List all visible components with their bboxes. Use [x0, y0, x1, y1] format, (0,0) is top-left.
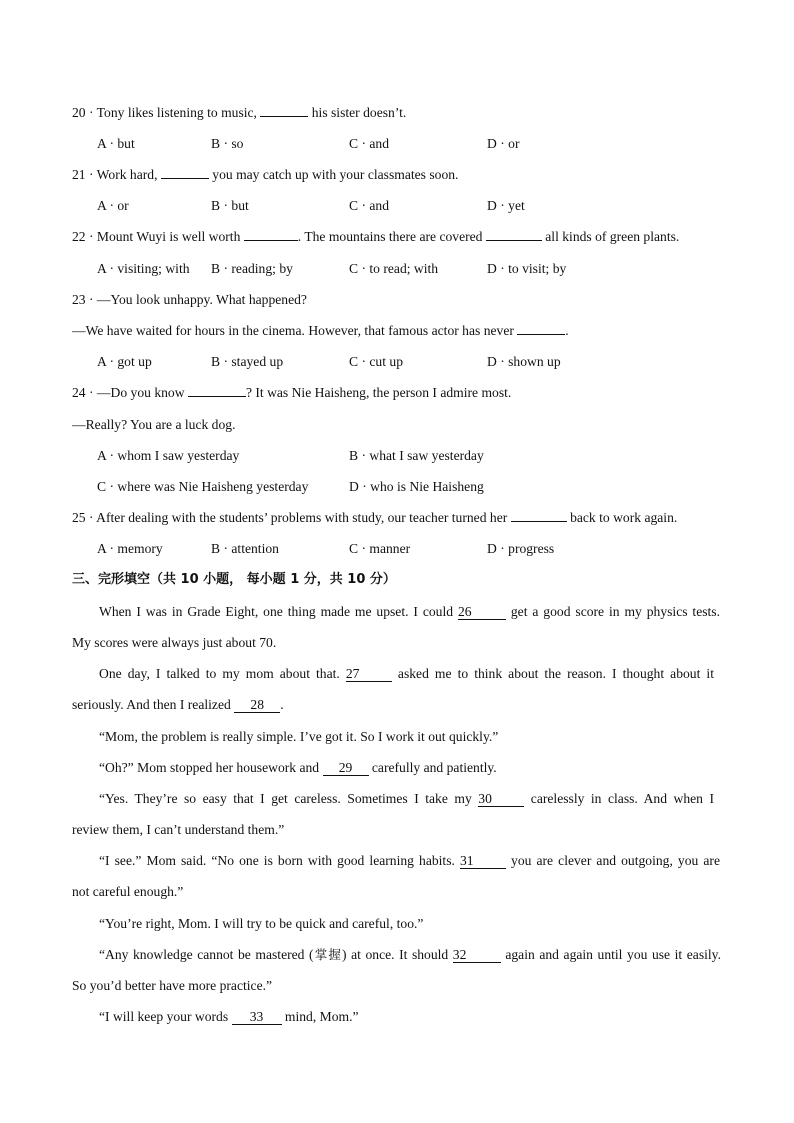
passage-line — [99, 759, 497, 777]
option-a[interactable]: A · memory — [97, 541, 163, 556]
option-d[interactable]: D · progress — [487, 541, 555, 556]
numbered-blank-27[interactable]: 27 — [346, 667, 392, 682]
question-text: —Do you know — [96, 385, 188, 400]
option-d[interactable]: D · shown up — [487, 354, 561, 369]
option-c[interactable]: C · manner — [349, 541, 411, 556]
option-b[interactable]: B · reading; by — [211, 261, 293, 276]
question-23-line2 — [72, 322, 569, 340]
option-d[interactable]: D · to visit; by — [487, 261, 567, 276]
passage-text: you are clever and outgoing, you are — [505, 853, 720, 868]
passage-line — [99, 1008, 359, 1026]
question-text: you may catch up with your classmates soon. — [208, 167, 459, 182]
question-text: After dealing with the students’ problems with study, our teacher turned her — [96, 510, 511, 525]
numbered-blank-30[interactable]: 30 — [478, 792, 524, 807]
question-number: 20 — [72, 105, 86, 120]
question-number: 24 — [72, 385, 86, 400]
numbered-blank-28[interactable]: 28 — [234, 698, 280, 713]
numbered-blank-33[interactable]: 33 — [232, 1010, 282, 1025]
answer-blank[interactable] — [260, 104, 308, 117]
option-b[interactable]: B · what I saw yesterday — [349, 448, 484, 463]
passage-text: “Yes. They’re so easy that I get careless. Sometimes I take my — [99, 791, 479, 806]
option-b[interactable]: B · so — [211, 136, 244, 151]
option-d[interactable]: D · or — [487, 136, 520, 151]
question-text: . — [565, 323, 569, 338]
passage-text-chinese: 掌握 — [313, 947, 343, 962]
passage-line — [99, 603, 720, 621]
passage-text: asked me to think about the reason. I thought about it — [391, 666, 714, 681]
section-heading: 三、完形填空（共 10 小题， 每小题 1 分，共 10 分） — [72, 572, 396, 587]
passage-text: get a good score in my physics tests. — [505, 604, 720, 619]
passage-text: “I see.” Mom said. “No one is born with good learning habits. — [99, 853, 460, 868]
passage-line: “You’re right, Mom. I will try to be quick and careful, too.” — [99, 916, 424, 931]
passage-text: One day, I talked to my mom about that. — [99, 666, 346, 681]
answer-blank[interactable] — [517, 322, 565, 335]
question-text: his sister doesn’t. — [308, 105, 407, 120]
answer-blank[interactable] — [161, 166, 209, 179]
passage-line — [99, 665, 714, 683]
numbered-blank-26[interactable]: 26 — [458, 605, 506, 620]
numbered-blank-29[interactable]: 29 — [323, 761, 369, 776]
passage-text: carelessly in class. And when I — [524, 791, 714, 806]
question-number: 21 — [72, 167, 86, 182]
passage-line: “Mom, the problem is really simple. I’ve got it. So I work it out quickly.” — [99, 729, 499, 744]
passage-line: not careful enough.” — [72, 884, 184, 899]
question-21: 21 · Work hard, you may catch up with your classmates soon. — [72, 167, 459, 182]
question-text: all kinds of green plants. — [541, 229, 680, 244]
passage-text: carefully and patiently. — [368, 760, 497, 775]
question-text: . The mountains there are covered — [297, 229, 486, 244]
question-number: 22 — [72, 229, 86, 244]
question-text: Tony likes listening to music, — [96, 105, 261, 120]
question-22: 22 · Mount Wuyi is well worth . The mountains there are covered all kinds of green plants. — [72, 229, 680, 244]
passage-line: review them, I can’t understand them.” — [72, 822, 285, 837]
question-24: 24 · —Do you know ? It was Nie Haisheng, the person I admire most. — [72, 385, 512, 400]
answer-blank[interactable] — [188, 384, 246, 397]
passage-line — [72, 696, 284, 714]
question-text: Work hard, — [96, 167, 161, 182]
option-a[interactable]: A · or — [97, 198, 129, 213]
question-number: 25 — [72, 510, 86, 525]
answer-blank[interactable] — [244, 228, 298, 241]
answer-blank[interactable] — [511, 509, 567, 522]
question-text: Mount Wuyi is well worth — [96, 229, 244, 244]
passage-text: “I will keep your words — [99, 1009, 232, 1024]
question-25: 25 · After dealing with the students’ problems with study, our teacher turned her back to work again. — [72, 510, 678, 525]
option-c[interactable]: C · and — [349, 198, 390, 213]
option-c[interactable]: C · and — [349, 136, 390, 151]
answer-blank[interactable] — [486, 228, 542, 241]
question-text: —We have waited for hours in the cinema. However, that famous actor has never — [72, 323, 518, 338]
question-23: 23 · —You look unhappy. What happened? — [72, 292, 307, 307]
passage-text: mind, Mom.” — [281, 1009, 359, 1024]
numbered-blank-32[interactable]: 32 — [453, 948, 501, 963]
passage-text: “Oh?” Mom stopped her housework and — [99, 760, 323, 775]
option-a[interactable]: A · whom I saw yesterday — [97, 448, 240, 463]
passage-text: again and again until you use it easily. — [500, 947, 721, 962]
passage-line — [99, 946, 721, 964]
option-b[interactable]: B · but — [211, 198, 249, 213]
option-d[interactable]: D · yet — [487, 198, 525, 213]
passage-text: seriously. And then I realized — [72, 697, 235, 712]
passage-line — [99, 790, 714, 808]
option-c[interactable]: C · to read; with — [349, 261, 439, 276]
option-b[interactable]: B · attention — [211, 541, 279, 556]
numbered-blank-31[interactable]: 31 — [460, 854, 506, 869]
option-a[interactable]: A · got up — [97, 354, 152, 369]
passage-text: . — [280, 697, 284, 712]
option-c[interactable]: C · where was Nie Haisheng yesterday — [97, 479, 309, 494]
option-d[interactable]: D · who is Nie Haisheng — [349, 479, 484, 494]
passage-text: “Any knowledge cannot be mastered ( — [99, 947, 314, 962]
question-20: 20 · Tony likes listening to music, his sister doesn’t. — [72, 105, 407, 120]
passage-line: So you’d better have more practice.” — [72, 978, 273, 993]
question-number: 23 — [72, 292, 86, 307]
option-a[interactable]: A · visiting; with — [97, 261, 190, 276]
question-24-line2: —Really? You are a luck dog. — [72, 417, 236, 432]
passage-line: My scores were always just about 70. — [72, 635, 277, 650]
question-text: —You look unhappy. What happened? — [96, 292, 307, 307]
passage-text: When I was in Grade Eight, one thing made me upset. I could — [99, 604, 458, 619]
option-a[interactable]: A · but — [97, 136, 135, 151]
question-text: back to work again. — [566, 510, 678, 525]
option-c[interactable]: C · cut up — [349, 354, 403, 369]
passage-line — [99, 852, 720, 870]
question-text: ? It was Nie Haisheng, the person I admire most. — [245, 385, 512, 400]
option-b[interactable]: B · stayed up — [211, 354, 284, 369]
passage-text: ) at once. It should — [342, 947, 453, 962]
